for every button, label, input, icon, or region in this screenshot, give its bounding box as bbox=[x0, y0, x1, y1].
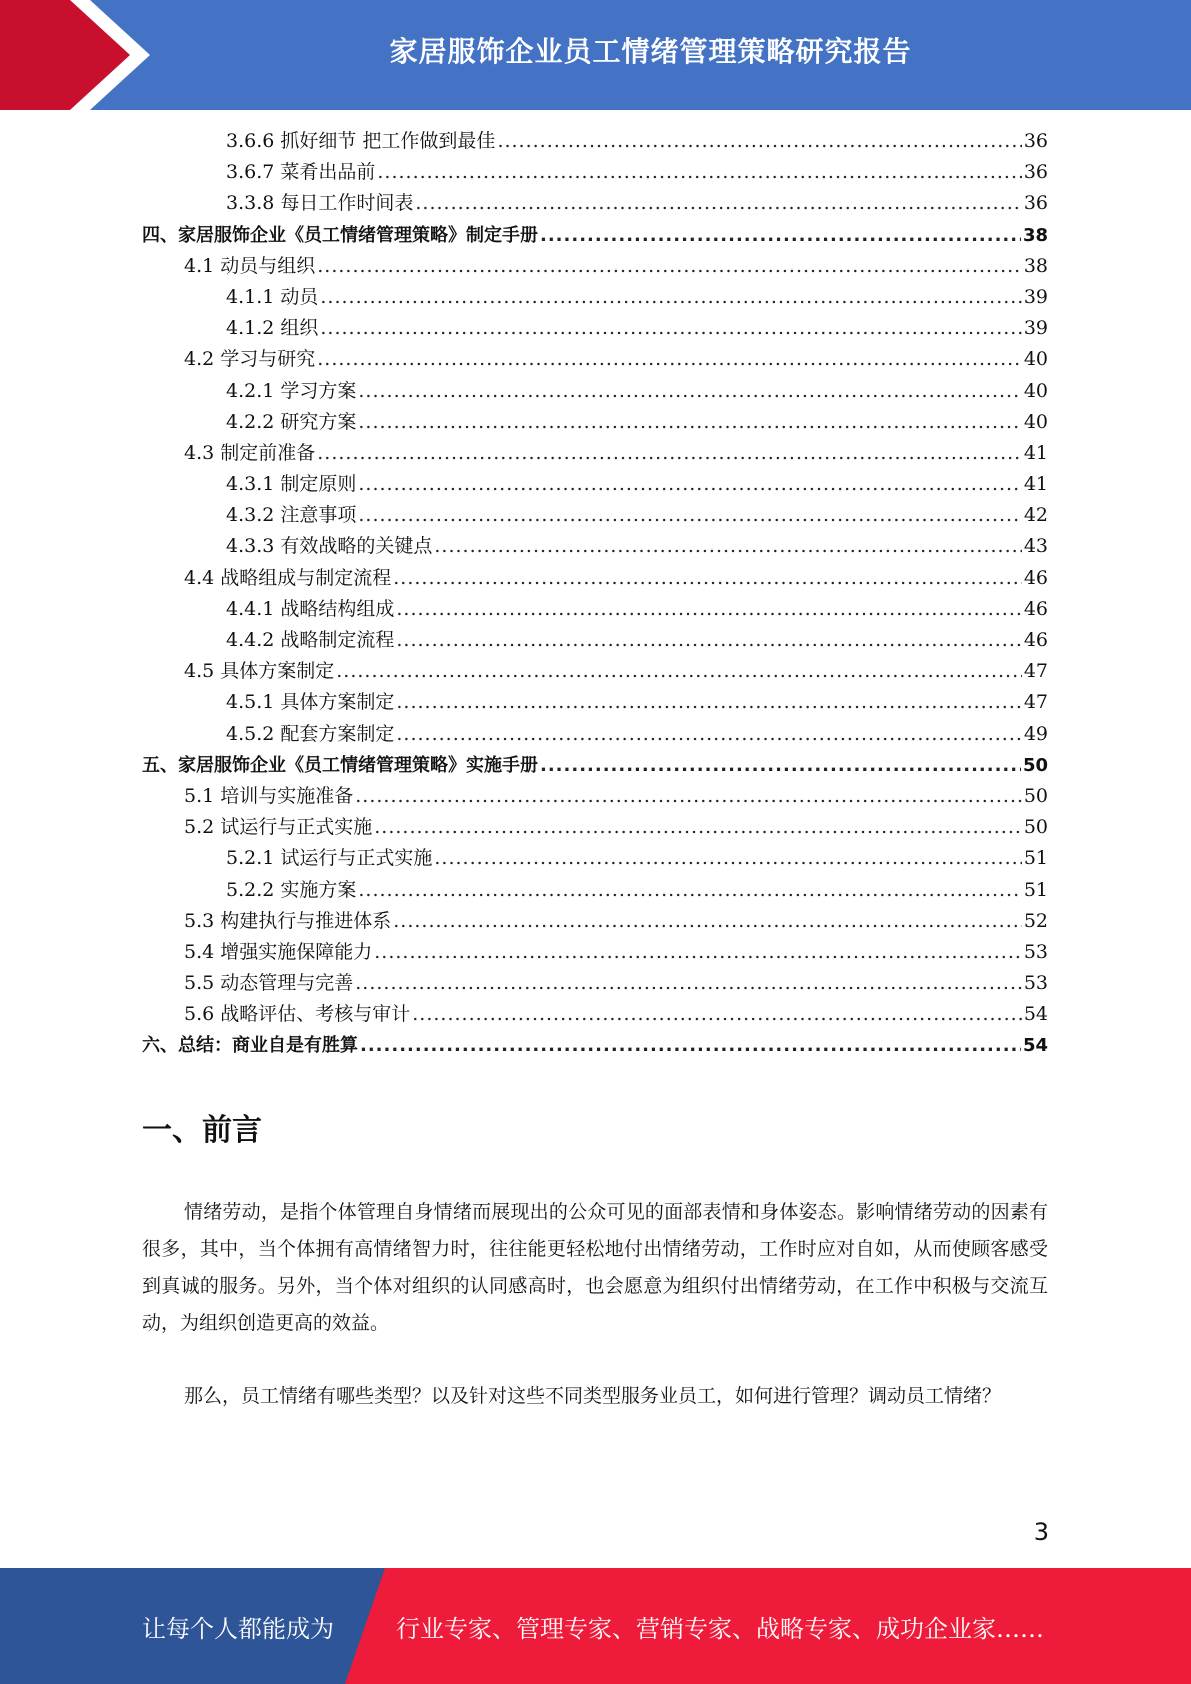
toc-entry-label: 五、家居服饰企业《员工情绪管理策略》实施手册 bbox=[142, 754, 538, 776]
toc-entry-page: 40 bbox=[1023, 410, 1048, 433]
toc-entry-label: 4.1 动员与组织 bbox=[184, 254, 316, 277]
toc-dot-leader bbox=[358, 875, 1021, 906]
toc-entry-label: 4.4 战略组成与制定流程 bbox=[184, 566, 392, 589]
toc-dot-leader bbox=[320, 313, 1021, 344]
toc-entry-page: 53 bbox=[1023, 972, 1048, 995]
toc-entry[interactable] bbox=[142, 157, 1048, 188]
toc-entry-page: 38 bbox=[1023, 254, 1048, 277]
toc-entry-page: 38 bbox=[1022, 224, 1048, 246]
toc-entry[interactable] bbox=[142, 126, 1048, 157]
toc-entry[interactable] bbox=[142, 656, 1048, 687]
toc-dot-leader bbox=[396, 687, 1021, 718]
toc-dot-leader bbox=[396, 594, 1021, 625]
toc-entry-label: 4.5 具体方案制定 bbox=[184, 660, 335, 683]
toc-entry-label: 4.4.1 战略结构组成 bbox=[226, 597, 395, 620]
toc-dot-leader bbox=[412, 999, 1022, 1030]
toc-entry-page: 52 bbox=[1023, 909, 1048, 932]
paragraph: 那么，员工情绪有哪些类型？以及针对这些不同类型服务业员工，如何进行管理？调动员工情绪？ bbox=[184, 1385, 1002, 1407]
toc-entry[interactable] bbox=[142, 500, 1048, 531]
toc-entry[interactable] bbox=[142, 843, 1048, 874]
toc-entry[interactable] bbox=[142, 469, 1048, 500]
toc-entry-label: 5.2 试运行与正式实施 bbox=[184, 816, 373, 839]
toc-entry[interactable] bbox=[142, 937, 1048, 968]
toc-entry-label: 4.3 制定前准备 bbox=[184, 441, 316, 464]
toc-entry[interactable] bbox=[142, 906, 1048, 937]
toc-entry-page: 47 bbox=[1023, 691, 1048, 714]
toc-dot-leader bbox=[355, 781, 1022, 812]
toc-entry-page: 50 bbox=[1023, 784, 1048, 807]
toc-entry-page: 43 bbox=[1023, 535, 1048, 558]
toc-entry[interactable] bbox=[142, 594, 1048, 625]
toc-dot-leader bbox=[393, 906, 1022, 937]
toc-entry-page: 42 bbox=[1023, 504, 1048, 527]
page-number: 3 bbox=[1033, 1518, 1049, 1546]
table-of-contents bbox=[142, 126, 1048, 1062]
toc-entry[interactable] bbox=[142, 625, 1048, 656]
toc-entry-label: 3.6.7 菜肴出品前 bbox=[226, 161, 376, 184]
toc-entry[interactable] bbox=[142, 313, 1048, 344]
toc-entry-label: 5.2.2 实施方案 bbox=[226, 878, 357, 901]
toc-entry[interactable] bbox=[142, 251, 1048, 282]
toc-entry-page: 36 bbox=[1023, 161, 1048, 184]
footer-slogan-right: 行业专家、管理专家、营销专家、战略专家、成功企业家…… bbox=[396, 1614, 1044, 1643]
toc-entry-page: 54 bbox=[1022, 1035, 1048, 1057]
toc-entry-label: 5.4 增强实施保障能力 bbox=[184, 940, 373, 963]
toc-entry-label: 4.4.2 战略制定流程 bbox=[226, 629, 395, 651]
toc-entry-label: 5.2.1 试运行与正式实施 bbox=[226, 847, 433, 870]
toc-dot-leader bbox=[317, 251, 1022, 282]
toc-entry-label: 4.3.3 有效战略的关键点 bbox=[226, 535, 433, 558]
toc-dot-leader bbox=[355, 968, 1022, 999]
toc-entry-page: 50 bbox=[1022, 754, 1048, 776]
toc-entry[interactable] bbox=[142, 999, 1048, 1030]
toc-entry-page: 46 bbox=[1023, 566, 1048, 589]
toc-entry[interactable] bbox=[142, 719, 1048, 750]
toc-entry-label: 4.1.2 组织 bbox=[226, 317, 319, 340]
toc-entry[interactable] bbox=[142, 376, 1048, 407]
toc-entry-label: 4.5.1 具体方案制定 bbox=[226, 691, 395, 714]
toc-entry-page: 49 bbox=[1023, 722, 1048, 745]
toc-entry-label: 四、家居服饰企业《员工情绪管理策略》制定手册 bbox=[142, 224, 538, 246]
toc-entry-label: 4.1.1 动员 bbox=[226, 285, 319, 308]
toc-entry[interactable] bbox=[142, 188, 1048, 219]
toc-dot-leader bbox=[358, 376, 1021, 407]
toc-entry-label: 5.3 构建执行与推进体系 bbox=[184, 909, 392, 932]
toc-dot-leader bbox=[393, 563, 1022, 594]
toc-dot-leader bbox=[317, 344, 1022, 375]
toc-dot-leader bbox=[358, 500, 1021, 531]
toc-entry[interactable] bbox=[142, 687, 1048, 718]
toc-dot-leader bbox=[358, 407, 1021, 438]
toc-entry-page: 51 bbox=[1023, 847, 1048, 870]
toc-entry-label: 5.5 动态管理与完善 bbox=[184, 972, 354, 995]
toc-entry[interactable] bbox=[142, 344, 1048, 375]
toc-entry-label: 4.3.2 注意事项 bbox=[226, 504, 357, 527]
toc-entry-page: 46 bbox=[1023, 629, 1048, 651]
toc-dot-leader bbox=[434, 531, 1021, 562]
toc-entry-page: 54 bbox=[1023, 1003, 1048, 1026]
toc-entry-page: 39 bbox=[1023, 285, 1048, 308]
toc-dot-leader bbox=[360, 1030, 1021, 1061]
paragraph: 情绪劳动，是指个体管理自身情绪而展现出的公众可见的面部表情和身体姿态。影响情绪劳动的因素有很多，其中，当个体拥有高情绪智力时，往往能更轻松地付出情绪劳动，工作时应对自如，从而使顾客感受到真诚的服务。另外，当个体对组织的认同感高时，也会愿意为组织付出情绪劳动，在工作中积极与交流互动，为组织创造更高的效益。 bbox=[142, 1201, 1048, 1334]
toc-dot-leader bbox=[497, 126, 1021, 157]
toc-entry[interactable] bbox=[142, 750, 1048, 781]
toc-entry-label: 5.6 战略评估、考核与审计 bbox=[184, 1003, 411, 1026]
toc-entry-page: 53 bbox=[1023, 940, 1048, 963]
toc-entry[interactable] bbox=[142, 407, 1048, 438]
toc-entry[interactable] bbox=[142, 220, 1048, 251]
toc-entry-label: 3.6.6 抓好细节 把工作做到最佳 bbox=[226, 130, 496, 152]
toc-entry-page: 51 bbox=[1023, 878, 1048, 901]
toc-entry-label: 4.2.1 学习方案 bbox=[226, 379, 357, 402]
toc-entry[interactable] bbox=[142, 812, 1048, 843]
toc-entry-label: 3.3.8 每日工作时间表 bbox=[226, 192, 414, 215]
page-footer bbox=[0, 1568, 1191, 1684]
toc-entry-page: 40 bbox=[1023, 348, 1048, 371]
toc-entry-page: 50 bbox=[1023, 816, 1048, 839]
toc-entry-label: 4.2.2 研究方案 bbox=[226, 410, 357, 433]
toc-entry[interactable] bbox=[142, 968, 1048, 999]
page-header bbox=[0, 0, 1191, 110]
toc-entry[interactable] bbox=[142, 781, 1048, 812]
toc-entry-page: 41 bbox=[1023, 473, 1048, 496]
toc-dot-leader bbox=[540, 220, 1021, 251]
toc-dot-leader bbox=[374, 937, 1022, 968]
toc-dot-leader bbox=[317, 438, 1022, 469]
toc-dot-leader bbox=[377, 157, 1021, 188]
toc-dot-leader bbox=[358, 469, 1021, 500]
toc-entry-page: 36 bbox=[1023, 130, 1048, 152]
toc-dot-leader bbox=[396, 719, 1021, 750]
toc-entry-label: 5.1 培训与实施准备 bbox=[184, 784, 354, 807]
toc-entry-page: 41 bbox=[1023, 441, 1048, 464]
header-chevron-icon bbox=[0, 0, 160, 110]
toc-entry-page: 39 bbox=[1023, 317, 1048, 340]
toc-entry-page: 46 bbox=[1023, 597, 1048, 620]
toc-entry-label: 4.5.2 配套方案制定 bbox=[226, 722, 395, 745]
toc-entry[interactable] bbox=[142, 282, 1048, 313]
toc-entry[interactable] bbox=[142, 1030, 1048, 1061]
toc-entry[interactable] bbox=[142, 563, 1048, 594]
toc-entry-page: 36 bbox=[1023, 192, 1048, 215]
toc-entry[interactable] bbox=[142, 531, 1048, 562]
toc-dot-leader bbox=[336, 656, 1022, 687]
toc-entry[interactable] bbox=[142, 875, 1048, 906]
toc-entry-page: 40 bbox=[1023, 379, 1048, 402]
toc-dot-leader bbox=[415, 188, 1021, 219]
document-title: 家居服饰企业员工情绪管理策略研究报告 bbox=[389, 35, 912, 68]
toc-dot-leader bbox=[396, 625, 1021, 656]
toc-dot-leader bbox=[374, 812, 1022, 843]
toc-entry[interactable] bbox=[142, 438, 1048, 469]
section-heading: 一、前言 bbox=[142, 1113, 262, 1148]
toc-dot-leader bbox=[320, 282, 1021, 313]
toc-entry-label: 4.2 学习与研究 bbox=[184, 348, 316, 371]
toc-entry-label: 4.3.1 制定原则 bbox=[226, 473, 357, 496]
footer-slogan-left: 让每个人都能成为 bbox=[142, 1614, 334, 1643]
toc-dot-leader bbox=[540, 750, 1021, 781]
toc-dot-leader bbox=[434, 843, 1021, 874]
toc-entry-label: 六、总结：商业自是有胜算 bbox=[142, 1035, 358, 1057]
toc-entry-page: 47 bbox=[1023, 660, 1048, 683]
